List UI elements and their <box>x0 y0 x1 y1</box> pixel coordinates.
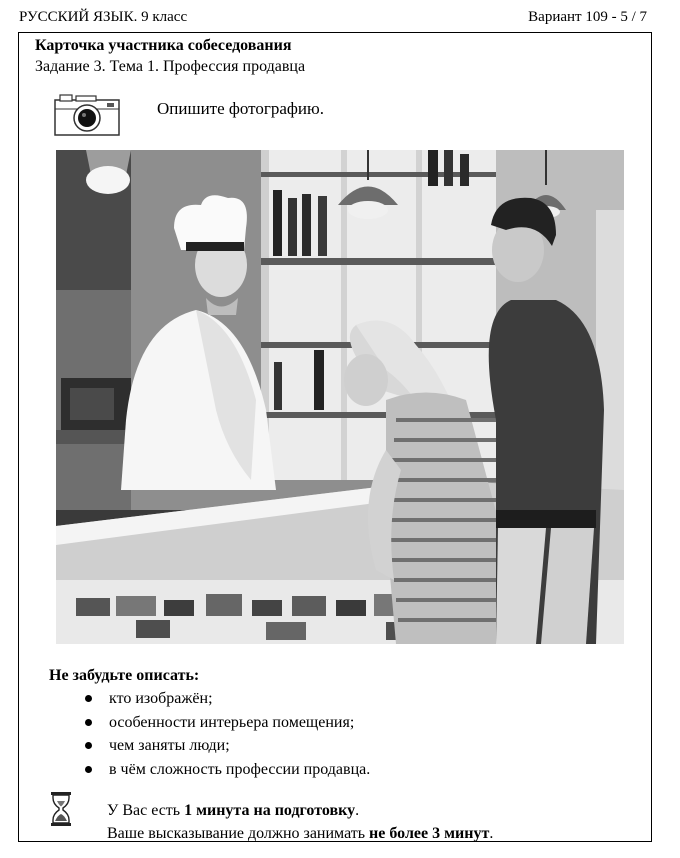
participant-card <box>18 32 652 842</box>
speech-duration: не более 3 минут <box>369 825 490 842</box>
speech-prefix: Ваше высказывание должно занимать <box>107 825 370 842</box>
task-topic: Задание 3. Тема 1. Профессия продавца <box>35 58 306 75</box>
bullet-icon <box>85 719 92 726</box>
checklist <box>81 687 370 781</box>
bullet-icon <box>85 742 92 749</box>
subject-header: РУССКИЙ ЯЗЫК. 9 класс <box>19 9 188 25</box>
prep-prefix: У Вас есть <box>107 802 185 819</box>
card-title: Карточка участника собеседования <box>35 37 292 54</box>
hourglass-icon <box>50 791 72 827</box>
list-item-text: чем заняты люди; <box>109 737 230 754</box>
list-item <box>81 734 370 758</box>
bullet-icon <box>85 695 92 702</box>
shop-counter-photo <box>56 150 624 644</box>
list-item <box>81 711 370 735</box>
list-item-text: кто изображён; <box>109 690 213 707</box>
timing-text <box>107 799 493 845</box>
variant-header: Вариант 109 - 5 / 7 <box>528 9 647 25</box>
list-item <box>81 758 370 782</box>
speech-suffix: . <box>489 825 494 842</box>
speech-time-line <box>107 822 493 845</box>
prep-time-line <box>107 799 493 822</box>
prep-duration: 1 минута на подготовку <box>184 802 356 819</box>
list-item-text: особенности интерьера помещения; <box>109 713 355 731</box>
camera-icon <box>54 92 120 136</box>
list-item <box>81 687 370 711</box>
list-item-text: в чём сложность профессии продавца. <box>109 760 371 778</box>
bullet-icon <box>85 766 92 773</box>
instruction-text: Опишите фотографию. <box>157 99 324 118</box>
prep-suffix: . <box>355 802 360 819</box>
checklist-heading: Не забудьте описать: <box>49 667 200 684</box>
